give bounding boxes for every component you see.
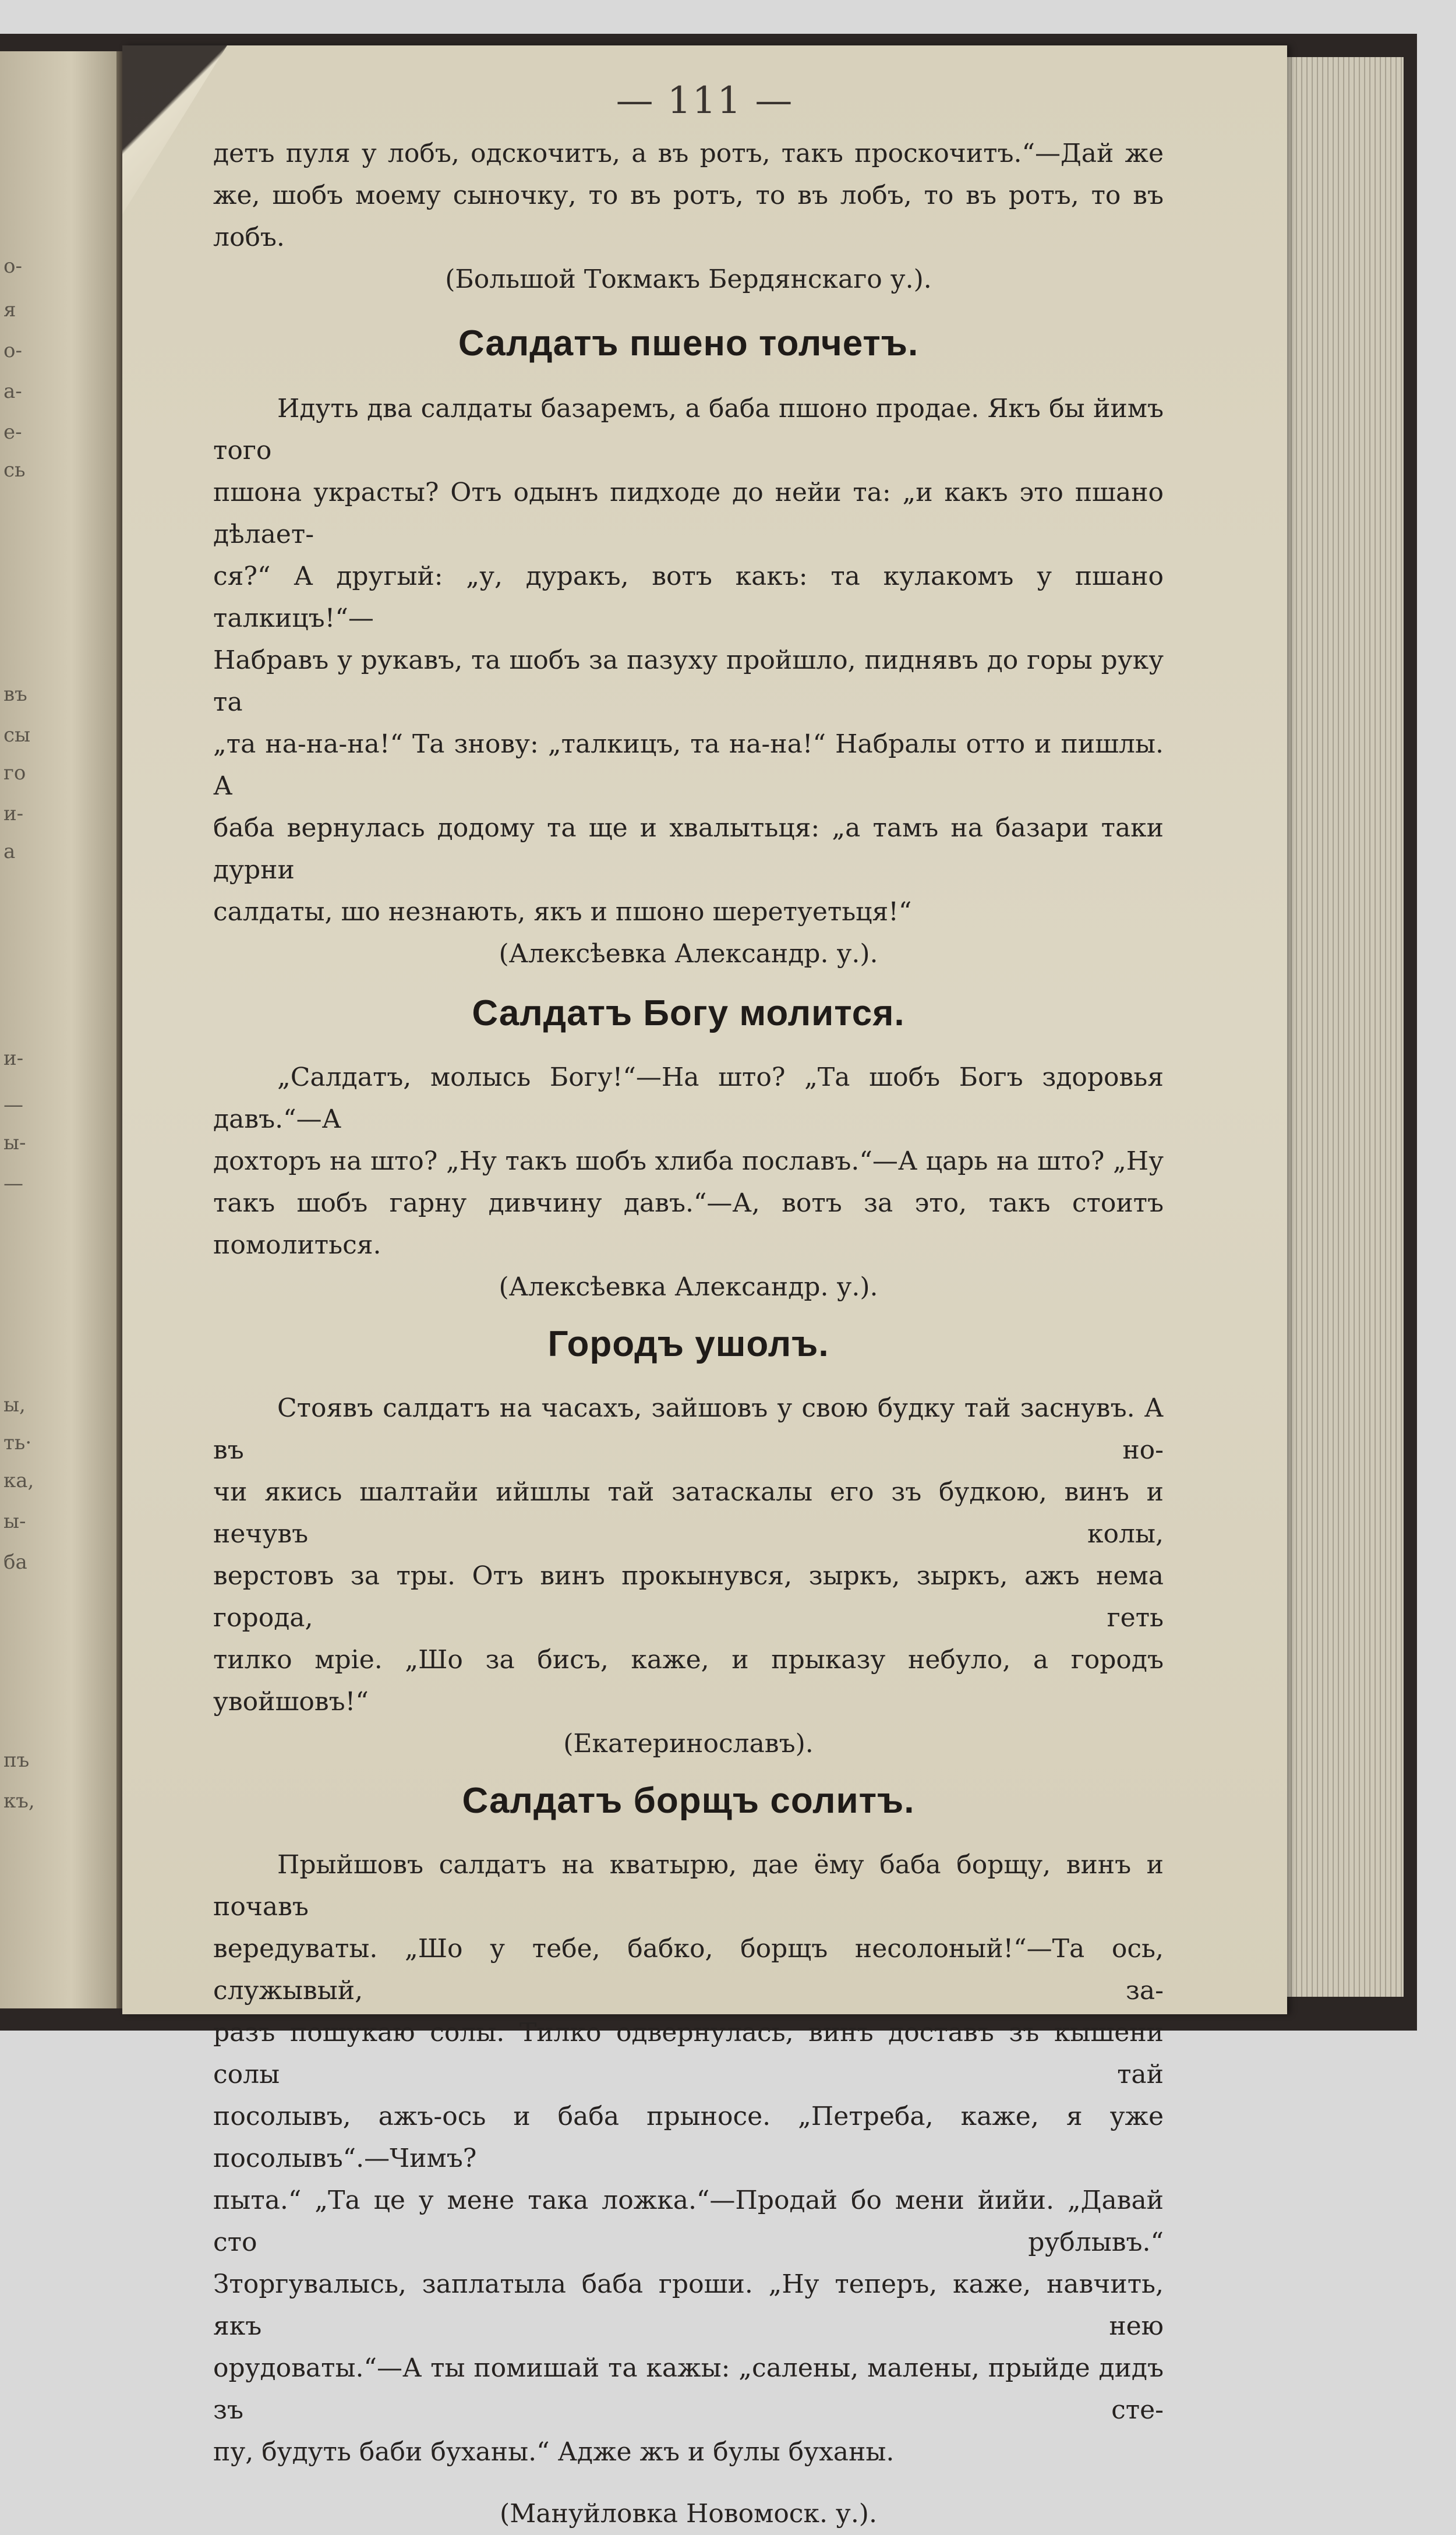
- left-margin-fragment: го: [3, 761, 26, 785]
- story-section: [213, 993, 1164, 1308]
- scan-frame: [0, 34, 1417, 2529]
- text-line: орудоваты.“—А ты помишай та кажы: „салены, малены, прыйде дидъ зъ сте-: [213, 2353, 1164, 2425]
- text-line: „Салдатъ, молысь Богу!“—На што? „Та шобъ Богъ здоровья давъ.“—А: [213, 1062, 1164, 1134]
- text-line: пыта.“ „Та це у мене така ложка.“—Продай бо мени йийи. „Давай сто рублывъ.“: [213, 2186, 1164, 2257]
- paragraph: [213, 1057, 1164, 1266]
- story-title: Салдатъ борщъ солитъ.: [462, 1781, 915, 1821]
- left-page-edge: [0, 51, 119, 2008]
- left-margin-fragment: въ: [3, 683, 27, 706]
- text-line: детъ пуля у лобъ, одскочитъ, а въ ротъ, такъ проскочитъ.“—Дай же: [213, 139, 1164, 168]
- text-line: пу, будуть баби буханы.“ Адже жъ и булы буханы.: [213, 2437, 895, 2467]
- text-line: „та на-на-на!“ Та знову: „талкицъ, та на-на!“ Набралы отто и пишлы. А: [213, 729, 1164, 801]
- left-margin-fragment: ы-: [3, 1131, 26, 1154]
- left-margin-fragment: сы: [3, 723, 31, 747]
- source-note: (Алексѣевка Александр. у.).: [499, 1272, 878, 1302]
- left-margin-fragment: а: [3, 840, 16, 863]
- left-margin-fragment: сь: [3, 458, 26, 482]
- page-content: [213, 133, 1164, 2535]
- text-line: чи якись шалтайи ийшлы тай затаскалы его зъ будкою, винъ и нечувъ колы,: [213, 1477, 1164, 1549]
- torn-corner: [122, 45, 227, 214]
- left-margin-fragment: ка,: [3, 1469, 34, 1492]
- source-note: (Алексѣевка Александр. у.).: [499, 939, 878, 969]
- text-line: такъ шобъ гарну дивчину давъ.“—А, вотъ за это, такъ стоитъ помолиться.: [213, 1188, 1164, 1260]
- text-line: разъ пошукаю солы. Тилко одвернулась, винъ доставъ зъ кышени солы тай: [213, 2018, 1164, 2089]
- paragraph: [213, 133, 1164, 259]
- left-margin-fragment: о-: [3, 339, 22, 362]
- text-line: дохторъ на што? „Ну такъ шобъ хлиба пославъ.“—А царь на што? „Ну: [213, 1146, 1164, 1176]
- text-line: Прыйшовъ салдатъ на кватырю, дае ёму баба борщу, винъ и почавъ: [213, 1850, 1164, 1922]
- left-margin-fragment: пъ: [3, 1749, 30, 1772]
- page-number: — 111 —: [616, 79, 794, 122]
- story-title: Салдатъ Богу молится.: [472, 993, 905, 1033]
- text-line: пшона украсты? Отъ одынъ пидходе до нейи та: „и какъ это пшано дѣлает-: [213, 478, 1164, 549]
- text-line: посолывъ, ажъ-ось и баба прыносе. „Петреба, каже, я уже посолывъ“.—Чимъ?: [213, 2102, 1164, 2173]
- continuation-section: [213, 133, 1164, 301]
- left-margin-fragment: —: [3, 1172, 23, 1195]
- source-note: (Большой Токмакъ Бердянскаго у.).: [445, 264, 932, 294]
- text-line: баба вернулась додому та ще и хвалытьця: „а тамъ на базари таки дурни: [213, 813, 1164, 885]
- text-line: верстовъ за тры. Отъ винъ прокынувся, зыркъ, зыркъ, ажъ нема города, геть: [213, 1561, 1164, 1633]
- source-note: (Мануйловка Новомоск. у.).: [500, 2499, 877, 2529]
- left-margin-fragment: къ,: [3, 1789, 35, 1813]
- text-line: ся?“ А другый: „у, дуракъ, вотъ какъ: та кулакомъ у пшано талкицъ!“—: [213, 562, 1164, 633]
- left-margin-fragment: ы-: [3, 1510, 26, 1533]
- page-edges: [1287, 57, 1404, 1997]
- story-section: [213, 1780, 1164, 2535]
- story-title: Салдатъ пшено толчетъ.: [458, 323, 919, 363]
- text-line: Зторгувалысь, заплатыла баба гроши. „Ну теперъ, каже, навчить, якъ нею: [213, 2269, 1164, 2341]
- left-margin-fragment: и-: [3, 1047, 24, 1070]
- left-margin-fragment: ба: [3, 1551, 27, 1574]
- story-section: [213, 1323, 1164, 1765]
- text-line: же, шобъ моему сыночку, то въ ротъ, то въ лобъ, то въ ротъ, то въ лобъ.: [213, 181, 1164, 252]
- left-margin-fragment: о-: [3, 255, 22, 278]
- left-margin-fragment: ть·: [3, 1431, 32, 1454]
- text-line: Стоявъ салдатъ на часахъ, зайшовъ у свою будку тай заснувъ. А въ но-: [213, 1393, 1164, 1465]
- source-note: (Екатеринославъ).: [563, 1729, 814, 1759]
- text-line: вередуваты. „Шо у тебе, бабко, борщъ несолоный!“—Та ось, служывый, за-: [213, 1934, 1164, 2006]
- story-section: [213, 323, 1164, 975]
- left-margin-fragment: а-: [3, 380, 22, 403]
- text-line: тилко мріе. „Шо за бисъ, каже, и прыказу небуло, а городъ увойшовъ!“: [213, 1645, 1164, 1717]
- left-margin-fragment: е-: [3, 421, 22, 444]
- left-margin-fragment: ы,: [3, 1393, 26, 1417]
- paragraph: [213, 1844, 1164, 2473]
- text-line: Набравъ у рукавъ, та шобъ за пазуху пройшло, пиднявъ до горы руку та: [213, 645, 1164, 717]
- story-title: Городъ ушолъ.: [547, 1324, 829, 1364]
- text-line: Идуть два салдаты базаремъ, а баба пшоно продае. Якъ бы йимъ того: [213, 394, 1164, 465]
- left-margin-fragment: и-: [3, 802, 24, 825]
- book-page: [122, 45, 1287, 2529]
- left-margin-fragment: я: [3, 298, 16, 322]
- left-margin-fragment: —: [3, 1093, 23, 1117]
- text-line: салдаты, шо незнають, якъ и пшоно шеретуетьця!“: [213, 897, 912, 927]
- paragraph: [213, 388, 1164, 933]
- paragraph: [213, 1387, 1164, 1723]
